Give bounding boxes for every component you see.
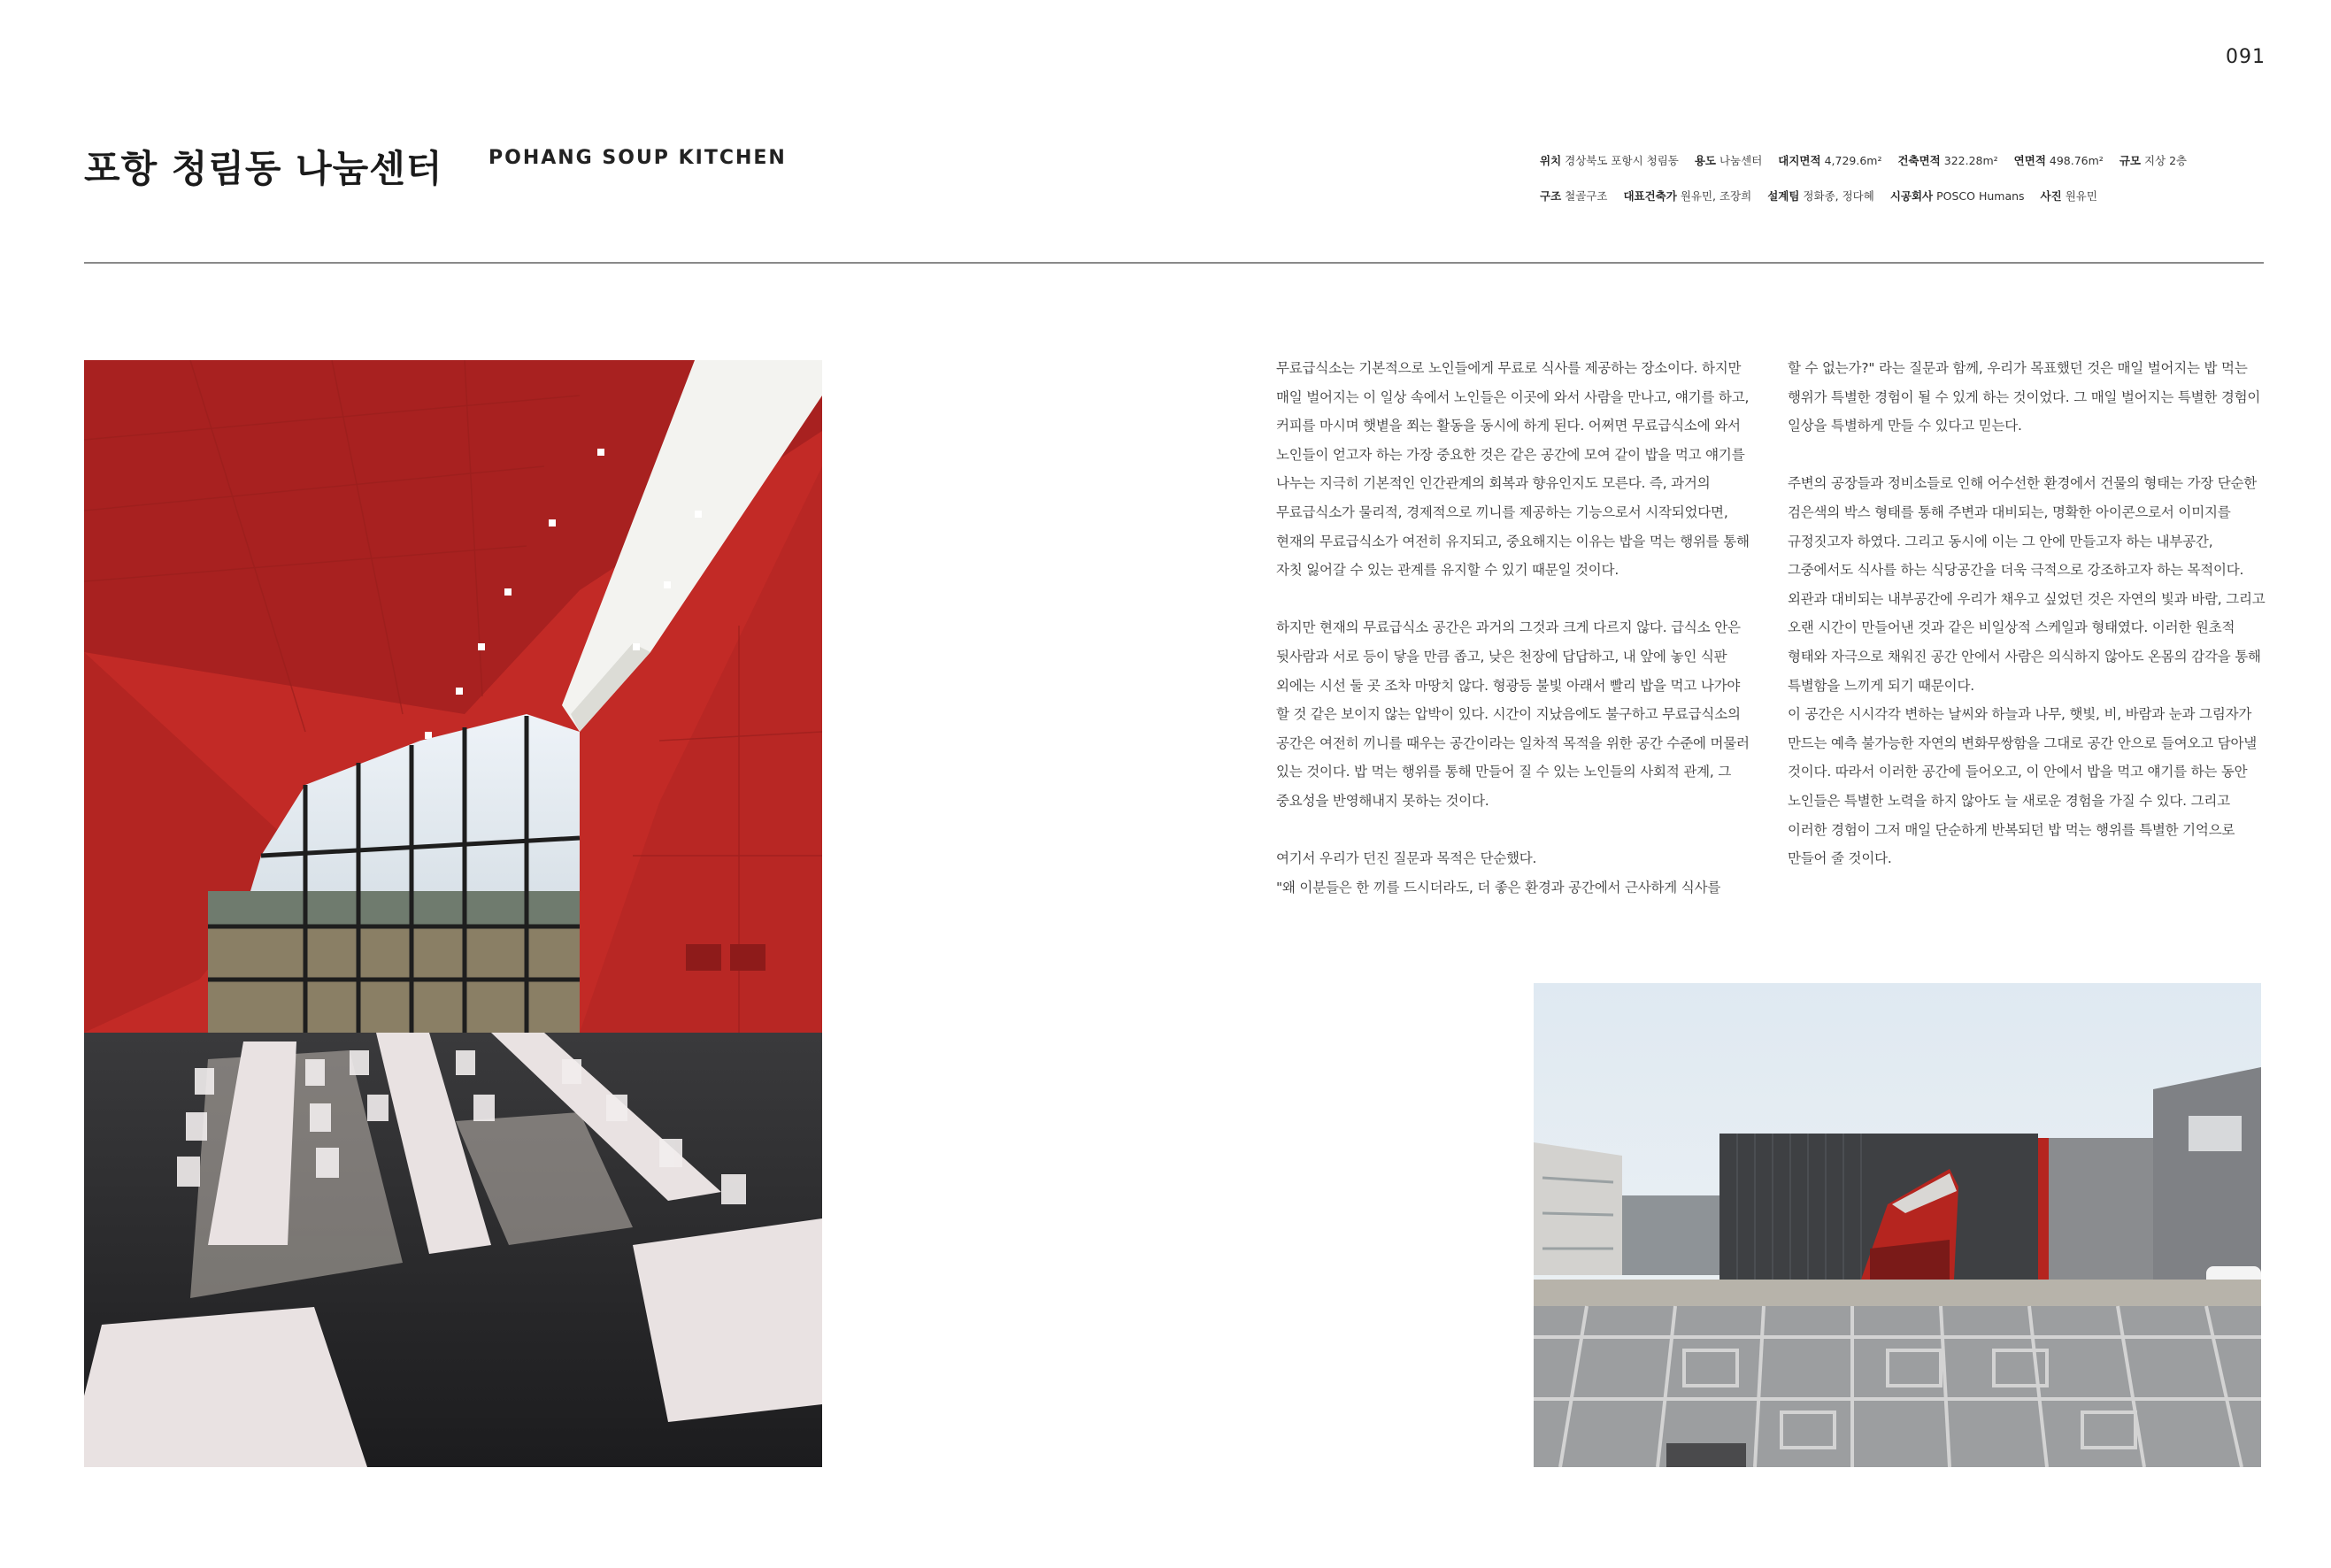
info-structure: 구조 철골구조 bbox=[1540, 189, 1608, 203]
project-info bbox=[1540, 143, 2261, 214]
page-title-korean: 포항 청림동 나눔센터 bbox=[84, 147, 443, 190]
body-text-column-2 bbox=[1788, 354, 2266, 873]
page-title-english: POHANG SOUP KITCHEN bbox=[489, 147, 787, 169]
paragraph: 여기서 우리가 던진 질문과 목적은 단순했다. bbox=[1276, 850, 1537, 867]
info-floor-area: 연면적 498.76m² bbox=[2013, 154, 2104, 167]
page-number: 091 bbox=[2226, 46, 2266, 68]
info-architect: 대표건축가 원유민, 조장희 bbox=[1623, 189, 1752, 203]
interior-photo bbox=[84, 360, 822, 1467]
paragraph: 외관과 대비되는 내부공간에 우리가 채우고 싶었던 것은 자연의 빛과 바람, 그리고 오랜 시간이 만들어낸 것과 같은 비일상적 스케일과 형태였다. 이러한 원초적 형태와 자극으로 채워진 공간 안에서 사람은 의식하지 않아도 온몸의 감각을 통해 특별함을 느끼게 되기 때문이다. bbox=[1788, 590, 2266, 694]
header-divider bbox=[84, 262, 2264, 264]
info-use: 용도 나눔센터 bbox=[1694, 154, 1763, 167]
info-building-area: 건축면적 322.28m² bbox=[1897, 154, 1998, 167]
paragraph: 무료급식소는 기본적으로 노인들에게 무료로 식사를 제공하는 장소이다. 하지만 매일 벌어지는 이 일상 속에서 노인들은 이곳에 와서 사람을 만나고, 얘기를 하고, 커피를 마시며 햇볕을 쬐는 활동을 동시에 하게 된다. 어쩌면 무료급식소에 와서 노인들이 얻고자 하는 가장 중요한 것은 같은 공간에 모여 같이 밥을 먹고 얘기를 나누는 지극히 기본적인 인간관계의 회복과 향유인지도 모른다. 즉, 과거의 무료급식소가 물리적, 경제적으로 끼니를 제공하는 기능으로서 시작되었다면, 현재의 무료급식소가 여전히 유지되고, 중요해지는 이유는 밥을 먹는 행위를 통해 자칫 잃어갈 수 있는 관계를 유지할 수 있기 때문일 것이다. bbox=[1276, 360, 1750, 579]
info-location: 위치 경상북도 포항시 청림동 bbox=[1540, 154, 1679, 167]
paragraph: 이 공간은 시시각각 변하는 날씨와 하늘과 나무, 햇빛, 비, 바람과 눈과 그림자가 만드는 예측 불가능한 자연의 변화무쌍함을 그대로 공간 안으로 들여오고 담아낼 것이다. 따라서 이러한 공간에 들어오고, 이 안에서 밥을 먹고 얘기를 하는 동안 노인들은 특별한 노력을 하지 않아도 늘 새로운 경험을 가질 수 있다. 그리고 이러한 경험이 그저 매일 단순하게 반복되던 밥 먹는 행위를 특별한 기억으로 만들어 줄 것이다. bbox=[1788, 706, 2258, 867]
exterior-photo-graphic bbox=[1534, 983, 2261, 1467]
paragraph: 할 수 없는가?" 라는 질문과 함께, 우리가 목표했던 것은 매일 벌어지는 밥 먹는 행위가 특별한 경험이 될 수 있게 하는 것이었다. 그 매일 벌어지는 특별한 경험이 일상을 특별하게 만들 수 있다고 믿는다. bbox=[1788, 360, 2261, 434]
info-design-team: 설계팀 정화종, 정다혜 bbox=[1767, 189, 1874, 203]
exterior-photo bbox=[1534, 983, 2261, 1467]
interior-photo-graphic bbox=[84, 360, 822, 1467]
info-scale: 규모 지상 2층 bbox=[2119, 154, 2188, 167]
paragraph: 하지만 현재의 무료급식소 공간은 과거의 그것과 크게 다르지 않다. 급식소 안은 뒷사람과 서로 등이 닿을 만큼 좁고, 낮은 천장에 답답하고, 내 앞에 놓인 식판 외에는 시선 둘 곳 조차 마땅치 않다. 형광등 불빛 아래서 빨리 밥을 먹고 나가야 할 것 같은 보이지 않는 압박이 있다. 시간이 지났음에도 불구하고 무료급식소의 공간은 여전히 끼니를 때우는 공간이라는 일차적 목적을 위한 공간 수준에 머물러 있는 것이다. 밥 먹는 행위를 통해 만들어 질 수 있는 노인들의 사회적 관계, 그 중요성을 반영해내지 못하는 것이다. bbox=[1276, 619, 1750, 809]
paragraph: 주변의 공장들과 정비소들로 인해 어수선한 환경에서 건물의 형태는 가장 단순한 검은색의 박스 형태를 통해 주변과 대비되는, 명확한 아이콘으로서 이미지를 규정짓고자 하였다. 그리고 동시에 이는 그 안에 만들고자 하는 내부공간, 그중에서도 식사를 하는 식당공간을 더욱 극적으로 강조하고자 하는 목적이다. bbox=[1788, 475, 2258, 579]
info-photo: 사진 원유민 bbox=[2040, 189, 2097, 203]
body-text-column-1 bbox=[1276, 354, 1754, 902]
paragraph: "왜 이분들은 한 끼를 드시더라도, 더 좋은 환경과 공간에서 근사하게 식사를 bbox=[1276, 879, 1721, 895]
info-contractor: 시공회사 POSCO Humans bbox=[1889, 189, 2025, 203]
info-site-area: 대지면적 4,729.6m² bbox=[1778, 154, 1882, 167]
